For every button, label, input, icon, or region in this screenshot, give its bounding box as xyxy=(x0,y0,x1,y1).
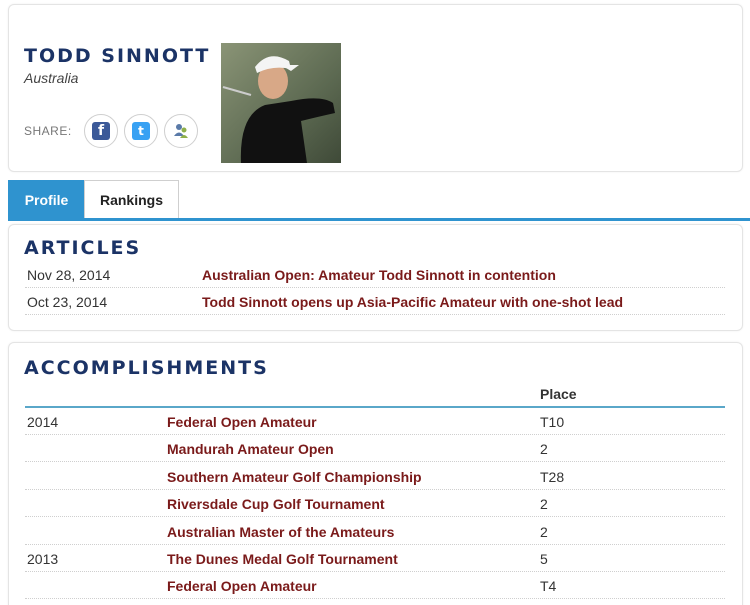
player-country: Australia xyxy=(24,70,79,86)
article-date: Nov 28, 2014 xyxy=(27,267,111,283)
accomplishments-table-header xyxy=(25,380,725,408)
table-row xyxy=(25,463,725,490)
tournament-link[interactable]: Federal Open Amateur xyxy=(167,414,317,430)
tournament-link[interactable]: Australian Master of the Amateurs xyxy=(167,524,395,540)
place-cell: T10 xyxy=(540,414,565,430)
place-cell: 2 xyxy=(540,524,548,540)
accomplishments-section xyxy=(8,342,743,605)
place-cell: 5 xyxy=(540,551,548,567)
table-row xyxy=(25,408,725,435)
share-label: SHARE: xyxy=(24,124,72,138)
tournament-link[interactable]: Southern Amateur Golf Championship xyxy=(167,469,422,485)
articles-title: ARTICLES xyxy=(24,237,142,259)
article-date: Oct 23, 2014 xyxy=(27,294,108,310)
tournament-link[interactable]: Federal Open Amateur xyxy=(167,578,317,594)
article-link[interactable]: Australian Open: Amateur Todd Sinnott in contention xyxy=(202,267,556,283)
tournament-link[interactable]: Riversdale Cup Golf Tournament xyxy=(167,496,385,512)
tab-rankings[interactable]: Rankings xyxy=(84,180,179,219)
article-row xyxy=(25,288,725,315)
people-icon xyxy=(172,122,190,140)
table-row xyxy=(25,572,725,599)
place-cell: 2 xyxy=(540,441,548,457)
place-cell: T4 xyxy=(540,578,557,594)
place-cell: 2 xyxy=(540,496,548,512)
article-link[interactable]: Todd Sinnott opens up Asia-Pacific Amateur with one-shot lead xyxy=(202,294,624,310)
twitter-icon: t xyxy=(132,122,150,140)
share-people-button[interactable] xyxy=(164,114,198,148)
place-cell: T28 xyxy=(540,469,565,485)
articles-section xyxy=(8,224,743,331)
tab-underline xyxy=(8,218,750,221)
article-row xyxy=(25,261,725,288)
year-cell: 2014 xyxy=(27,414,59,430)
share-facebook-button[interactable] xyxy=(84,114,118,148)
tournament-link[interactable]: The Dunes Medal Golf Tournament xyxy=(167,551,398,567)
table-row xyxy=(25,490,725,517)
table-row xyxy=(25,545,725,572)
facebook-icon: f xyxy=(92,122,110,140)
player-photo xyxy=(221,43,341,163)
player-name: TODD SINNOTT xyxy=(24,45,211,67)
tab-profile[interactable]: Profile xyxy=(8,180,85,219)
table-row xyxy=(25,518,725,545)
accomplishments-title: ACCOMPLISHMENTS xyxy=(24,357,269,379)
tournament-link[interactable]: Mandurah Amateur Open xyxy=(167,441,334,457)
player-profile-card xyxy=(8,4,743,172)
year-cell: 2013 xyxy=(27,551,59,567)
share-twitter-button[interactable] xyxy=(124,114,158,148)
table-row xyxy=(25,435,725,462)
place-column-header: Place xyxy=(540,386,577,402)
